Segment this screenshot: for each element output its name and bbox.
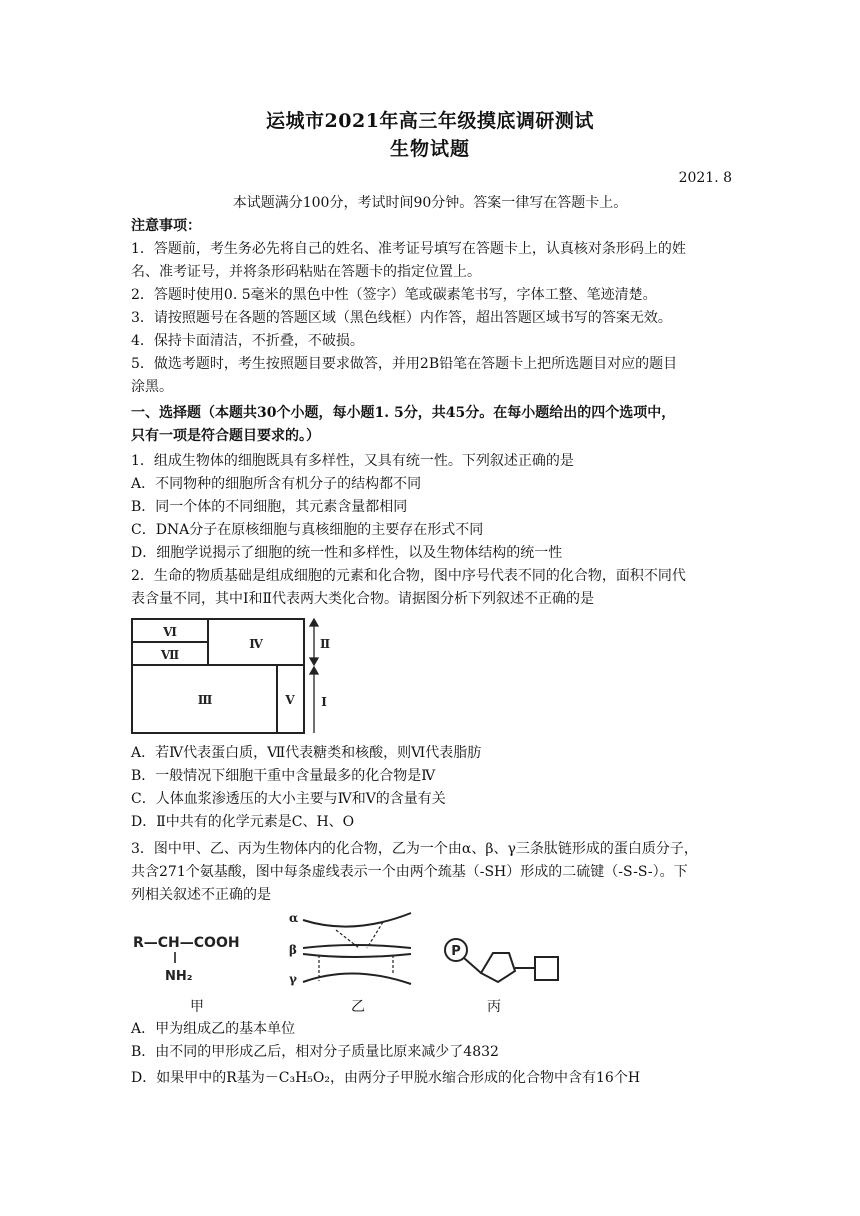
chain-label-beta: β [289, 943, 297, 957]
q2-option-c: C．人体血浆渗透压的大小主要与Ⅳ和Ⅴ的含量有关 [131, 791, 446, 807]
q1-option-c: C．DNA分子在原核细胞与真核细胞的主要存在形式不同 [131, 522, 484, 538]
q2-stem: 表含量不同，其中Ⅰ和Ⅱ代表两大类化合物。请据图分析下列叙述不正确的是 [131, 591, 595, 607]
q3-option-b: B．由不同的甲形成乙后，相对分子质量比原来减少了4832 [131, 1044, 499, 1060]
label-vi: Ⅵ [163, 625, 177, 639]
q3-option-a: A．甲为组成乙的基本单位 [131, 1021, 296, 1037]
q1-option-a: A．不同物种的细胞所含有机分子的结构都不同 [131, 476, 422, 492]
notice-line: 2．答题时使用0. 5毫米的黑色中性（签字）笔或碳素笔书写，字体工整、笔迹清楚。 [131, 287, 657, 303]
amino-acid-structure [133, 935, 240, 984]
caption-jia: 甲 [190, 999, 204, 1015]
q3-stem: 3．图中甲、乙、丙为生物体内的化合物，乙为一个由α、β、γ三条肽链形成的蛋白质分子， [131, 841, 698, 857]
notice-line: 3．请按照题号在各题的答题区域（黑色线框）内作答，超出答题区域书写的答案无效。 [131, 310, 672, 326]
q3-stem: 共含271个氨基酸，图中每条虚线表示一个由两个巯基（-SH）形成的二硫键（-S-S-）。下 [131, 864, 688, 880]
exam-date: 2021. 8 [678, 170, 732, 186]
section-heading: 一、选择题（本题共30个小题，每小题1. 5分，共45分。在每小题给出的四个选项中， [131, 405, 676, 421]
label-i: Ⅰ [321, 695, 327, 709]
notice-line: 名、准考证号，并将条形码粘贴在答题卡的指定位置上。 [131, 264, 481, 280]
q2-stem: 2．生命的物质基础是组成细胞的元素和化合物，图中序号代表不同的化合物，面积不同代 [131, 568, 686, 584]
label-v: Ⅴ [285, 693, 295, 707]
q2-option-d: D．Ⅱ中共有的化学元素是C、H、O [131, 814, 355, 830]
label-ii: Ⅱ [319, 637, 331, 651]
notice-line: 涂黑。 [131, 379, 173, 395]
label-iv: Ⅳ [249, 637, 263, 651]
exam-subtitle: 生物试题 [389, 138, 470, 160]
label-iii: Ⅲ [197, 693, 213, 707]
section-heading: 只有一项是符合题目要求的。） [131, 428, 320, 444]
q1-option-b: B．同一个体的不同细胞，其元素含量都相同 [131, 499, 408, 515]
notice-line: 1．答题前，考生务必先将自己的姓名、准考证号填写在答题卡上，认真核对条形码上的姓 [131, 241, 686, 257]
q2-option-a: A．若Ⅳ代表蛋白质，Ⅶ代表糖类和核酸，则Ⅵ代表脂肪 [131, 745, 482, 761]
notice-heading: 注意事项： [131, 218, 201, 234]
caption-bing: 丙 [487, 999, 501, 1015]
chain-label-gamma: γ [289, 972, 297, 986]
caption-yi: 乙 [351, 999, 365, 1015]
notice-line: 5．做选考题时，考生按照题目要求做答，并用2B铅笔在答题卡上把所选题目对应的题目 [131, 356, 678, 372]
intro-text: 本试题满分100分，考试时间90分钟。答案一律写在答题卡上。 [232, 195, 628, 211]
protein-chains [303, 913, 411, 984]
formula-sub: NH₂ [165, 969, 193, 984]
notice-line: 4．保持卡面清洁，不折叠，不破损。 [131, 333, 364, 349]
compound-figures [131, 908, 571, 990]
label-vii: Ⅶ [160, 648, 180, 662]
q2-option-b: B．一般情况下细胞干重中含量最多的化合物是Ⅳ [131, 768, 436, 784]
phosphate-label: P [451, 944, 461, 959]
q3-stem: 列相关叙述不正确的是 [131, 887, 271, 903]
compound-area-diagram [131, 617, 341, 737]
nucleotide-structure [445, 939, 558, 982]
formula-main: R—CH—COOH [133, 935, 240, 951]
q1-stem: 1．组成生物体的细胞既具有多样性，又具有统一性。下列叙述正确的是 [131, 453, 574, 469]
q1-option-d: D．细胞学说揭示了细胞的统一性和多样性，以及生物体结构的统一性 [131, 545, 563, 561]
q3-option-d: D．如果甲中的R基为－C₃H₅O₂，由两分子甲脱水缩合形成的化合物中含有16个H [131, 1070, 641, 1086]
outer-box [132, 619, 304, 733]
chain-label-alpha: α [289, 911, 299, 925]
exam-title: 运城市2021年高三年级摸底调研测试 [266, 110, 594, 132]
